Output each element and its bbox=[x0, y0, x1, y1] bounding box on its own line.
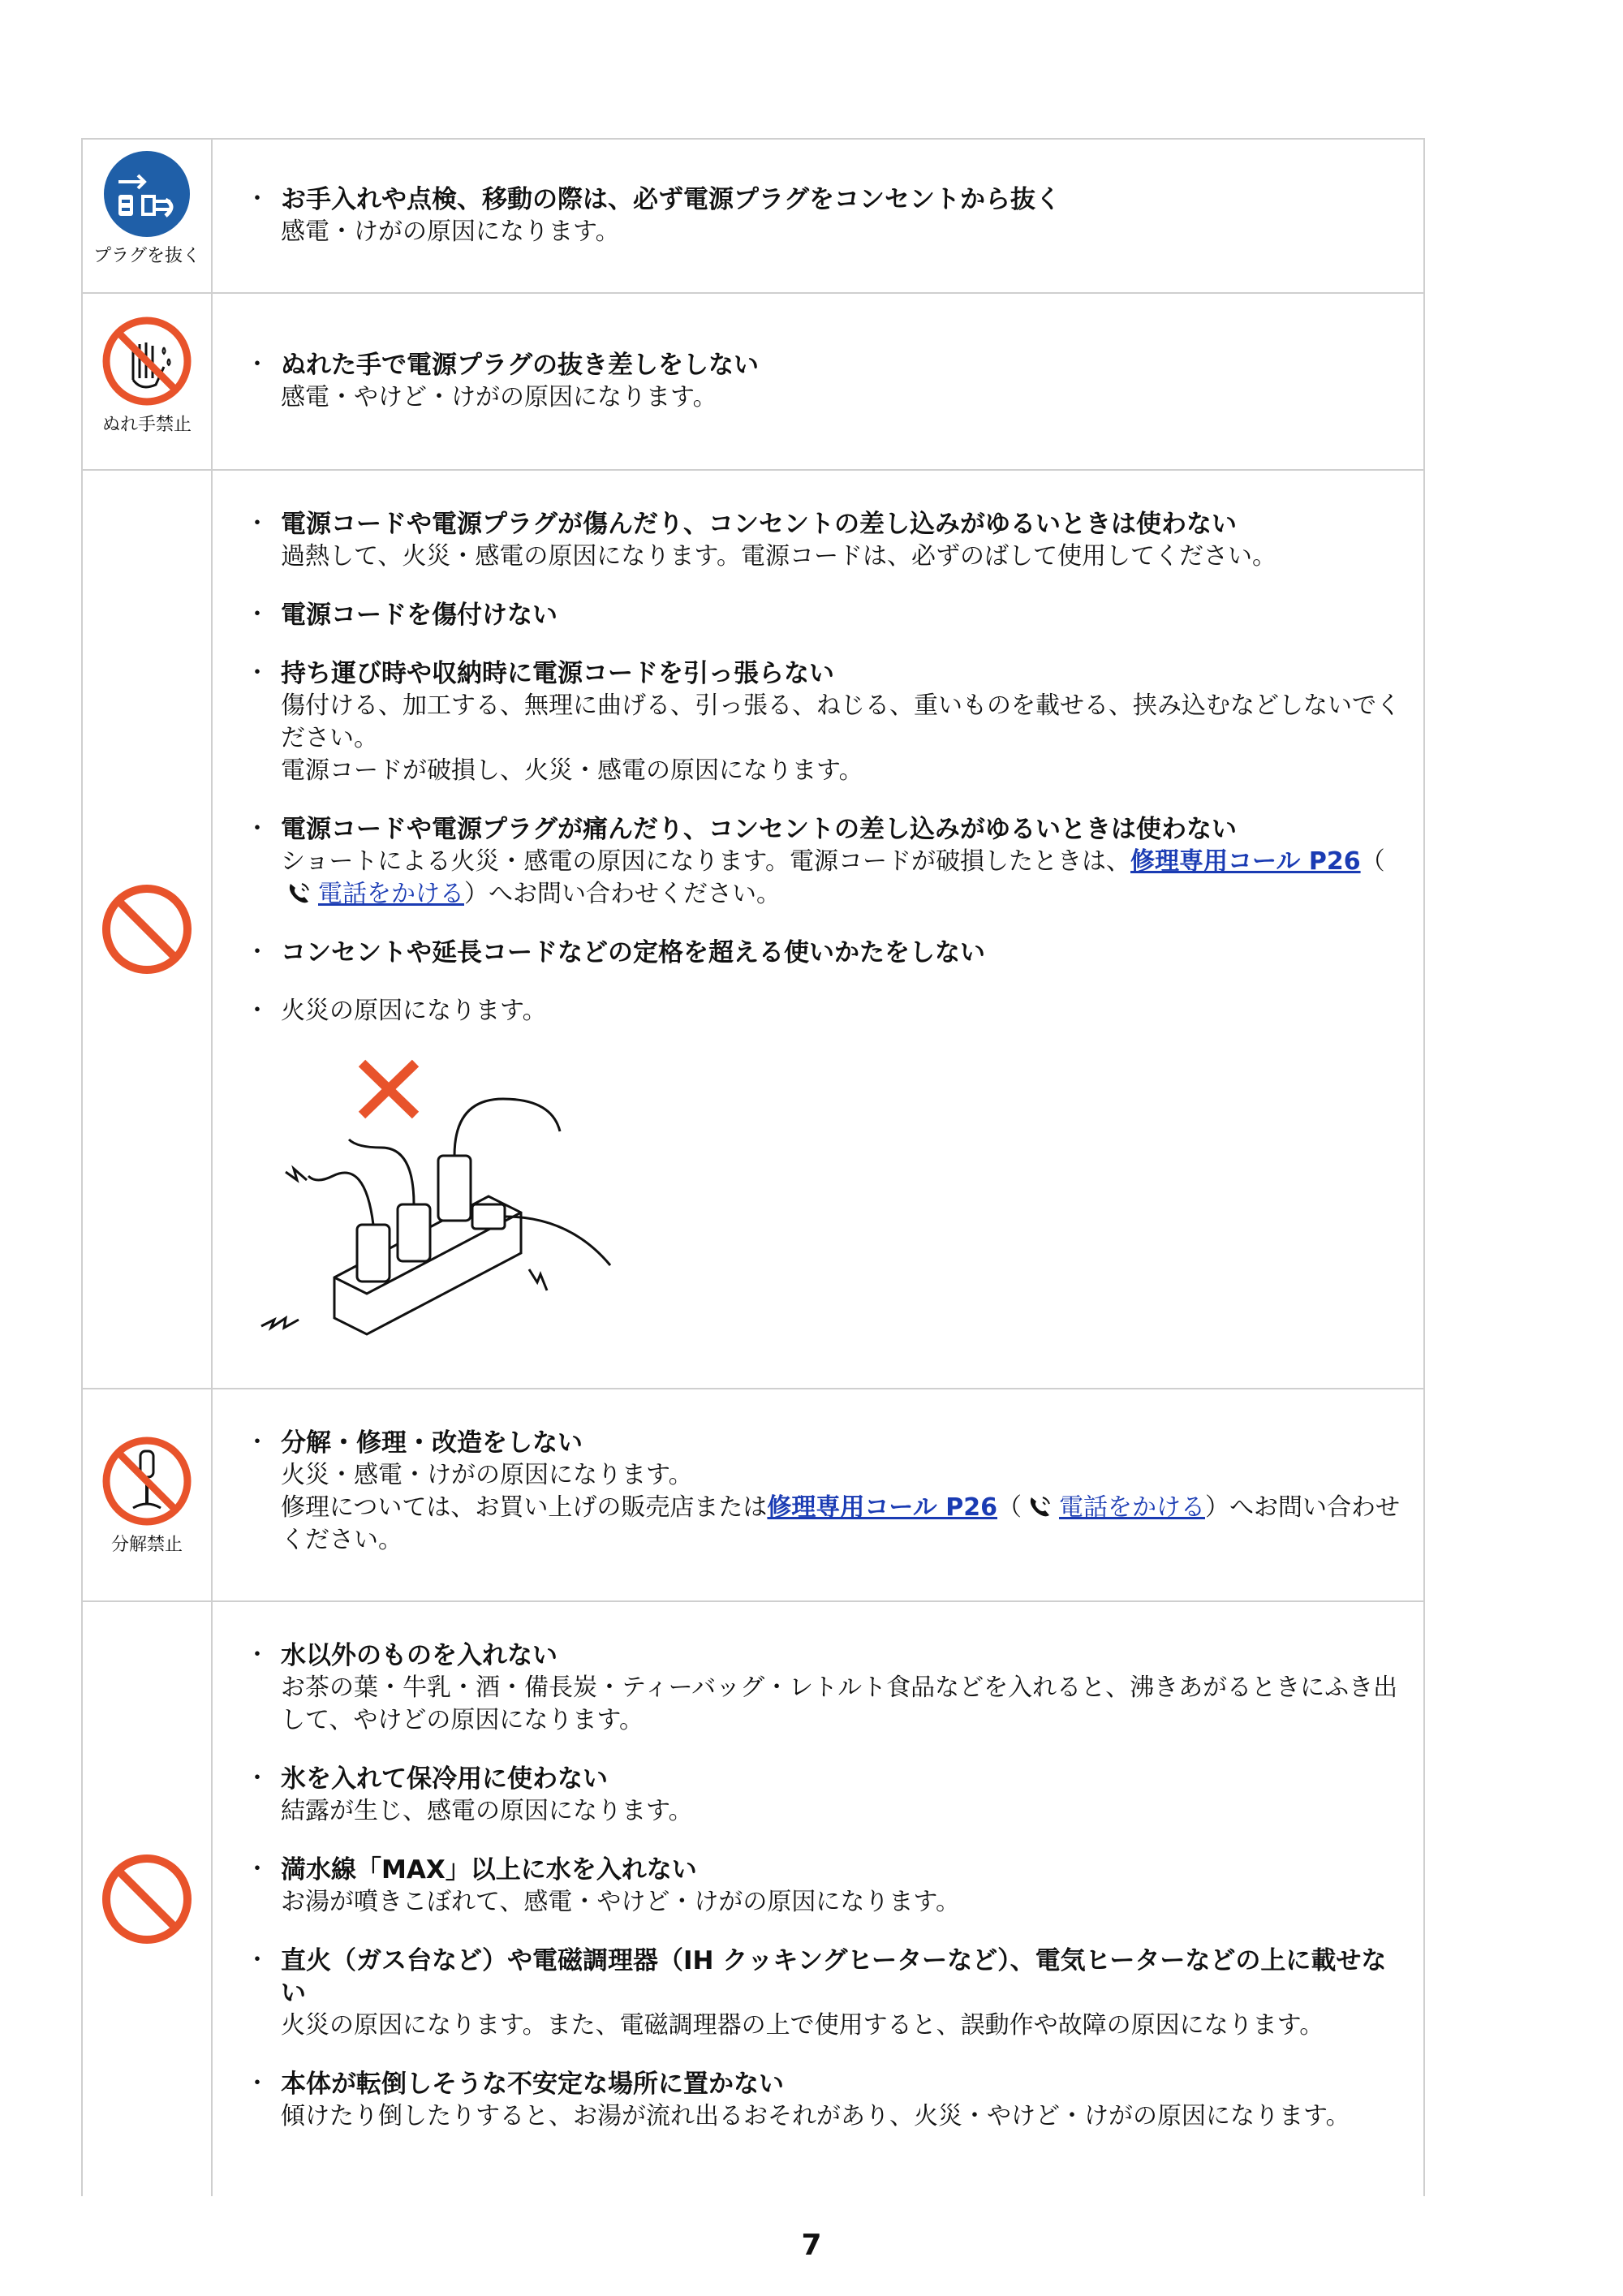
item-heading: ・ お手入れや点検、移動の際は、必ず電源プラグをコンセントから抜く bbox=[281, 185, 1061, 214]
list-item bbox=[245, 2068, 1401, 2133]
body-text: ）へお問い合わせください。 bbox=[464, 880, 781, 908]
page-number: 7 bbox=[801, 2229, 822, 2262]
item-heading: ・ 分解・修理・改造をしない bbox=[281, 1428, 583, 1458]
item-heading: ・ 電源コードや電源プラグが傷んだり、コンセントの差し込みがゆるいときは使わない bbox=[281, 510, 1237, 539]
item-body: 過熱して、火災・感電の原因になります。電源コードは、必ずのばして使用してください。 bbox=[281, 542, 1276, 571]
item-heading: ・ 持ち運び時や収納時に電源コードを引っ張らない bbox=[281, 659, 834, 688]
item-body: 感電・けがの原因になります。 bbox=[281, 218, 620, 246]
phone-icon bbox=[286, 881, 313, 905]
item-body: 傾けたり倒したりすると、お湯が流れ出るおそれがあり、火災・やけど・けがの原因になります。 bbox=[281, 2102, 1350, 2130]
warning-row-disassembly bbox=[81, 1388, 1425, 1600]
list-item bbox=[245, 1945, 1401, 2042]
icon-label: ぬれ手禁止 bbox=[101, 415, 192, 435]
item-heading: ・ 電源コードを傷付けない bbox=[281, 601, 558, 630]
warning-table bbox=[81, 138, 1425, 2196]
icon-label: 分解禁止 bbox=[110, 1534, 183, 1555]
warning-row-unplug bbox=[81, 138, 1425, 292]
list-item bbox=[245, 1639, 1401, 1737]
repair-call-link[interactable]: 修理専用コール P26 bbox=[767, 1493, 997, 1522]
item-text: ・ 火災の原因になります。 bbox=[281, 997, 547, 1025]
icon-cell bbox=[83, 471, 213, 1388]
list-item bbox=[245, 937, 1401, 969]
item-body: 火災の原因になります。また、電磁調理器の上で使用すると、誤動作や故障の原因になります。 bbox=[281, 2011, 1324, 2040]
body-text: ショートによる火災・感電の原因になります。電源コードが破損したときは、 bbox=[281, 847, 1130, 876]
item-body: 傷付ける、加工する、無理に曲げる、引っ張る、ねじる、重いものを載せる、挟み込むなどしないでください。 bbox=[281, 691, 1401, 752]
list-item bbox=[245, 1763, 1401, 1828]
phone-icon bbox=[1027, 1494, 1054, 1518]
item-body bbox=[281, 1492, 1401, 1557]
body-text: ）へお問い合わせください。 bbox=[281, 1493, 1400, 1554]
icon-label: プラグを抜く bbox=[93, 246, 200, 266]
power-strip-overload-illustration bbox=[253, 1050, 635, 1350]
no-disassembly-icon bbox=[101, 1435, 193, 1527]
item-body: 感電・やけど・けがの原因になります。 bbox=[281, 383, 717, 411]
list-item bbox=[245, 995, 1401, 1027]
list-item bbox=[245, 508, 1401, 573]
paren-open: （ bbox=[1360, 847, 1385, 876]
warning-row-usage bbox=[81, 1600, 1425, 2196]
icon-cell bbox=[83, 294, 213, 469]
item-heading: ・ コンセントや延長コードなどの定格を超える使いかたをしない bbox=[281, 938, 985, 967]
list-item bbox=[245, 183, 1401, 248]
list-item bbox=[245, 657, 1401, 787]
repair-call-link[interactable]: 修理専用コール P26 bbox=[1130, 847, 1361, 876]
item-body bbox=[281, 846, 1401, 911]
list-item bbox=[245, 599, 1401, 631]
item-body: 電源コードが破損し、火災・感電の原因になります。 bbox=[281, 756, 863, 785]
make-call-link[interactable]: 電話をかける bbox=[318, 880, 464, 908]
item-body: お茶の葉・牛乳・酒・備長炭・ティーバッグ・レトルト食品などを入れると、沸きあがるときにふき出して、やけどの原因になります。 bbox=[281, 1674, 1398, 1734]
body-text: 修理については、お買い上げの販売店または bbox=[281, 1493, 768, 1522]
item-heading: ・ 氷を入れて保冷用に使わない bbox=[281, 1764, 608, 1794]
item-heading: ・ 電源コードや電源プラグが痛んだり、コンセントの差し込みがゆるいときは使わない bbox=[281, 815, 1237, 844]
icon-cell bbox=[83, 140, 213, 292]
item-heading: ・ 満水線「MAX」以上に水を入れない bbox=[281, 1855, 697, 1885]
item-heading: ・ 水以外のものを入れない bbox=[281, 1641, 558, 1670]
prohibition-icon bbox=[101, 883, 193, 976]
item-body: 火災・感電・けがの原因になります。 bbox=[281, 1461, 693, 1489]
item-heading: ・ 直火（ガス台など）や電磁調理器（IH クッキングヒーターなど）、電気ヒーターなどの上に載せない bbox=[281, 1946, 1387, 2008]
list-item bbox=[245, 349, 1401, 414]
unplug-icon bbox=[102, 149, 192, 239]
item-body: お湯が噴きこぼれて、感電・やけど・けがの原因になります。 bbox=[281, 1888, 960, 1916]
item-heading: ・ 本体が転倒しそうな不安定な場所に置かない bbox=[281, 2070, 784, 2099]
item-heading: ・ ぬれた手で電源プラグの抜き差しをしない bbox=[281, 351, 759, 380]
icon-cell bbox=[83, 1389, 213, 1600]
no-wet-hands-icon bbox=[101, 315, 193, 407]
make-call-link[interactable]: 電話をかける bbox=[1059, 1493, 1205, 1522]
list-item bbox=[245, 1427, 1401, 1557]
list-item bbox=[245, 1854, 1401, 1919]
warning-row-power-cord bbox=[81, 469, 1425, 1388]
warning-row-wet-hands bbox=[81, 292, 1425, 469]
icon-cell bbox=[83, 1602, 213, 2196]
list-item bbox=[245, 813, 1401, 911]
paren-open: （ bbox=[997, 1493, 1022, 1522]
item-body: 結露が生じ、感電の原因になります。 bbox=[281, 1797, 693, 1825]
prohibition-icon bbox=[101, 1853, 193, 1945]
